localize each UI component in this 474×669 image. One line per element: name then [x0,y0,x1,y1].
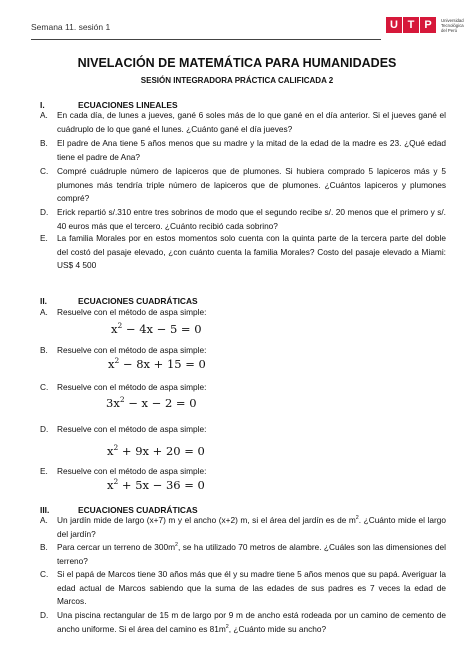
section-title: ECUACIONES CUADRÁTICAS [78,505,198,515]
equation: $x^2 + 9x + 20 = 0$ [107,443,205,458]
section-number: II. [40,296,47,306]
list-item: A. En cada día, de lunes a jueves, gané 6 soles más de lo que gané en el día anterior. Si el jueves gané el cuádruplo de lo que gané el lunes. ¿Cuánto gané el día jueves? [40,110,446,134]
page-subtitle: SESIÓN INTEGRADORA PRÁCTICA CALIFICADA 2 [140,76,334,85]
section-title: ECUACIONES LINEALES [78,100,178,110]
page-title: NIVELACIÓN DE MATEMÁTICA PARA HUMANIDADES [77,56,397,70]
equation: $x^2 + 5x - 36 = 0$ [107,477,205,492]
list-item: A. Resuelve con el método de aspa simple: [40,307,207,317]
list-item: B. Para cercar un terreno de $300m^2$, se ha utilizado 70 metros de alambre. ¿Cuáles son las dimensiones del terreno? [40,542,446,566]
list-item: C. Resuelve con el método de aspa simple: [40,382,207,392]
list-item: D. Resuelve con el método de aspa simple: [40,424,207,434]
list-item: B. Resuelve con el método de aspa simple: [40,345,207,355]
equation: $3x^2 - x - 2 = 0$ [106,395,197,410]
logo-letter-p: P [420,17,436,33]
list-item: C. Compré cuádruple número de lapiceros que de plumones. Si hubiera comprado 5 lapiceros más y 5 plumones más tendría triple número de lapiceros que de plumones. ¿Cuántos lapiceros y plumones compré? [40,166,446,203]
logo-letter-t: T [403,17,419,33]
equation: $x^2 - 8x + 15 = 0$ [108,356,206,371]
header-divider [31,39,381,40]
section-title: ECUACIONES CUADRÁTICAS [78,296,198,306]
utp-logo [386,17,471,33]
logo-tagline: Universidad Tecnológica del Perú [441,17,464,33]
equation: $x^2 - 4x - 5 = 0$ [111,321,202,336]
section-number: III. [40,505,50,515]
list-item: B. El padre de Ana tiene 5 años menos que su madre y la mitad de la edad de la madre es 23. ¿Qué edad tiene el padre de Ana? [40,138,446,162]
list-item: E. Resuelve con el método de aspa simple: [40,466,207,476]
list-item: E. La familia Morales por en estos momentos solo cuenta con la quinta parte de la tercera parte del doble del costó del pasaje elevado, ¿con cuánto cuenta la familia Morales? Costo del pasaje elevado a Miami: US$ 4 500 [40,233,446,270]
section-number: I. [40,100,45,110]
list-item: C. Si el papá de Marcos tiene 30 años más que él y su madre tiene 5 años menos que su papá. Averiguar la edad actual de Marcos sabiendo que la suma de las edades de sus padres es 7 veces la edad de Marcos. [40,569,446,606]
list-item: D. Una piscina rectangular de 15 m de largo por 9 m de ancho está rodeada por un camino de cemento de ancho uniforme. Si el área del camino es $81m^2$, ¿Cuánto mide su ancho? [40,610,446,634]
logo-letter-u: U [386,17,402,33]
session-label: Semana 11. sesión 1 [31,22,111,32]
list-item: A. Un jardín mide de largo (x+7) m y el ancho (x+2) m, si el área del jardín es de $m^2$. ¿Cuánto mide el largo del jardín? [40,515,446,539]
list-item: D. Erick repartió s/.310 entre tres sobrinos de modo que el segundo recibe s/. 20 menos que el primero y s/. 40 euros más que el tercero. ¿Cuánto recibió cada sobrino? [40,207,446,231]
